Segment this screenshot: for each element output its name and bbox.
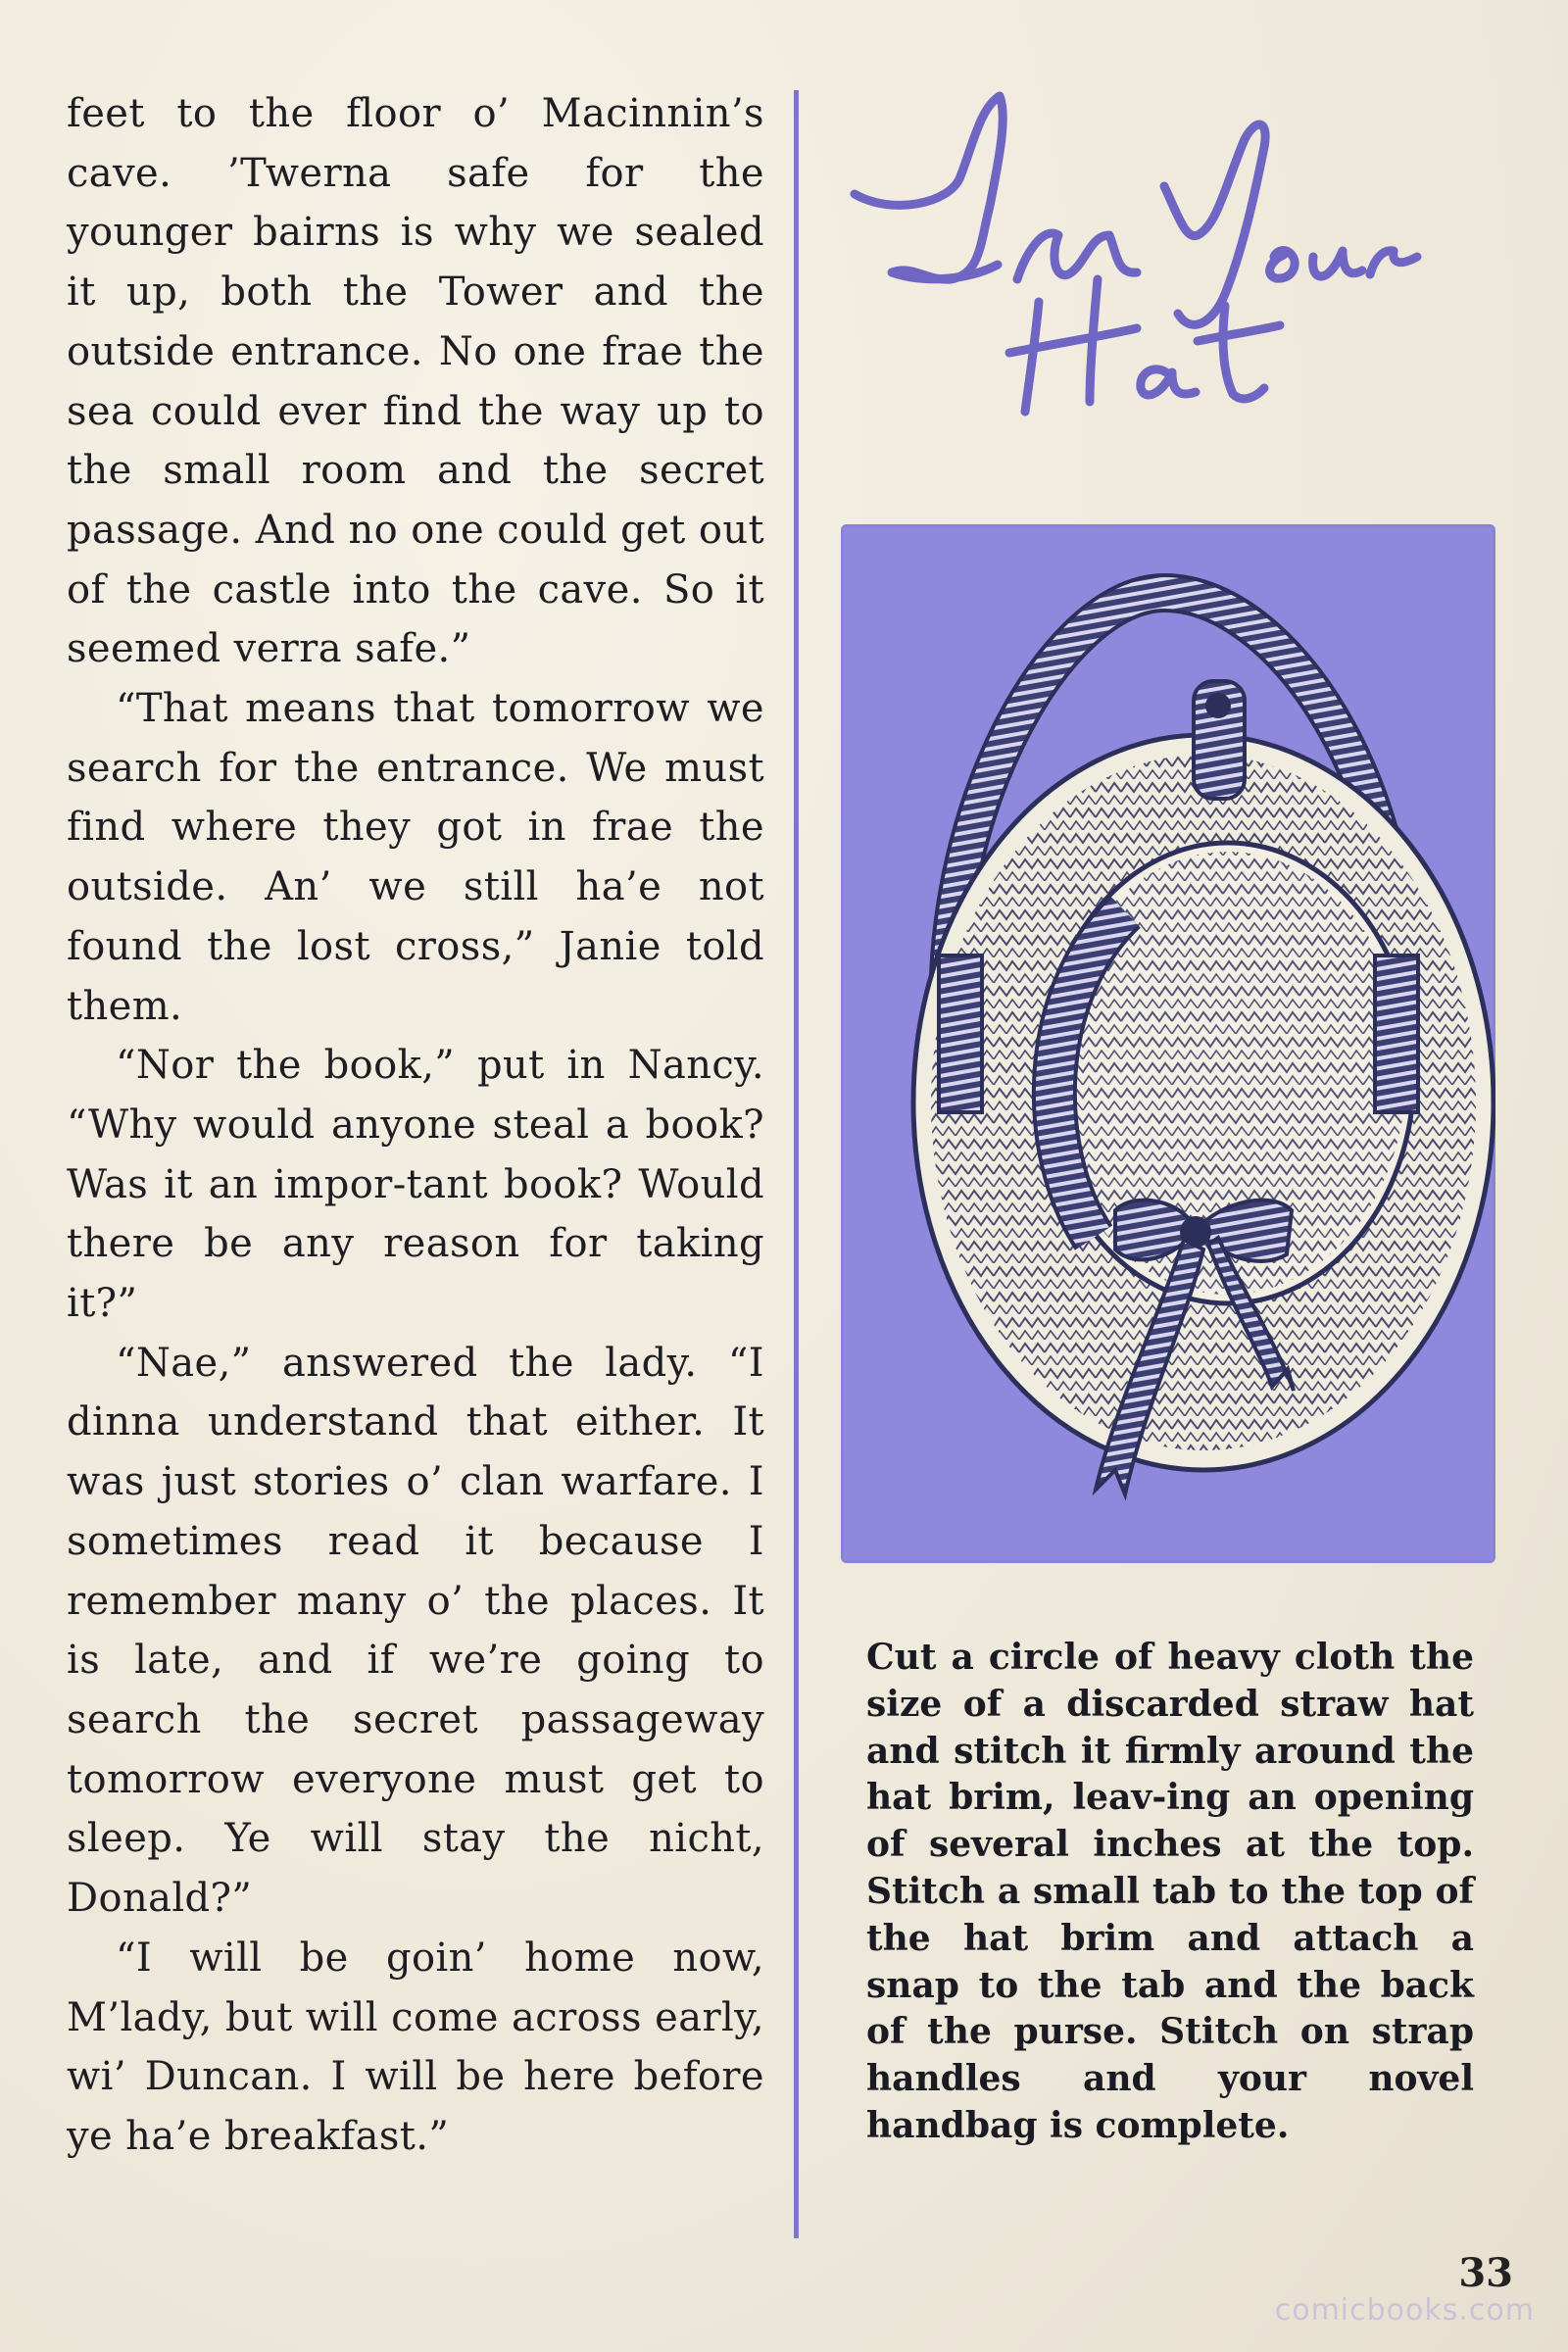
story-paragraph: “That means that tomorrow we search for the entrance. We must find where they got in frae the outside. An’ we still ha’e not found the lost cross,” Janie told them. (67, 686, 764, 1029)
handwritten-title (833, 78, 1441, 431)
story-paragraph: “Nor the book,” put in Nancy. “Why would anyone steal a book? Was it an impor-tant book? Would there be any reason for taking it?” (67, 1043, 764, 1327)
hat-handbag-illustration (841, 524, 1495, 1563)
craft-instructions: Cut a circle of heavy cloth the size of a discarded straw hat and stitch it firmly around the hat brim, leav-ing an opening of several inches at the top. Stitch a small tab to the top of the hat brim and attach a snap to the tab and the back of the purse. Stitch on strap handles and your novel handbag is complete. (866, 1637, 1474, 2146)
story-paragraph: “I will be goin’ home now, M’lady, but will come across early, wi’ Duncan. I will be here before ye ha’e breakfast.” (67, 1935, 764, 2159)
straw-hat-icon (841, 524, 1495, 1563)
story-column (67, 84, 764, 2167)
column-divider (794, 90, 799, 2238)
story-paragraph: feet to the floor o’ Macinnin’s cave. ’Twerna safe for the younger bairns is why we sealed it up, both the Tower and the outside entrance. No one frae the sea could ever find the way up to the small room and the secret passage. And no one could get out of the castle into the cave. So it seemed verra safe.” (67, 91, 764, 672)
watermark: comicbooks.com (1274, 2293, 1535, 2328)
page-number: 33 (1458, 2250, 1513, 2296)
story-paragraph: “Nae,” answered the lady. “I dinna understand that either. It was just stories o’ clan warfare. I sometimes read it because I remember many o’ the places. It is late, and if we’re going to search the secret passageway tomorrow everyone must get to sleep. Ye will stay the nicht, Donald?” (67, 1340, 764, 1922)
